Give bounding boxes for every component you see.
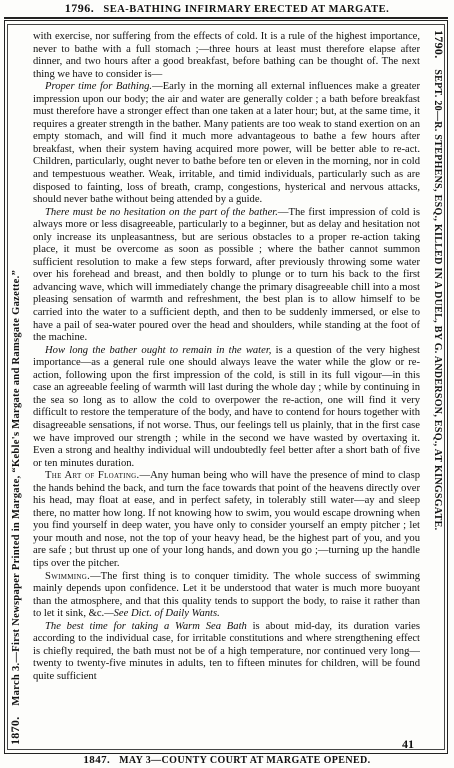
paragraph-exercise: with exercise, nor suffering from the effects of cold. It is a rule of the highest importance, never to bathe with a full stomach ;—three hours at least must therefore elapse after dinner, and two hours after a good breakfast, before bathing can be thought of. The next thing we have to consider is— [33,31,420,80]
text-proper-time: —Early in the morning all external influences make a greater impression upon our body; the air and water are generally colder ; a bath before breakfast must therefore have a stronger effect than one taken at a later hour; but, at the same time, it requires a greater strength in the bather. Many patients are too weak to stand exertion on an empty stomach, and will find it much more advantageous to bathe a few hours after breakfast, when their system having acquired more power, will be better able to re-act. Children, particularly, ought never to bathe before ten or eleven in the morning, nor in cold and tempestuous weather. Weak, irritable, and timid individuals, particularly such as are disposed to fainting, loss of breath, cramp, congestions, hysterical and nervous attacks, should never bathe without being attended by a guide. [33,81,420,206]
heading-warm-bath: The best time for taking a Warm Sea Bath [45,620,247,632]
heading-no-hesitation: There must be no hesitation on the part of the bather. [45,206,278,218]
text-how-long: is a question of the very highest importance—as a general rule one should always leave the water while the glow or re-action, following upon the first impression of the cold, is still in its full vigour—in this case an agreeable feeling of warmth will last during the whole day ; while by continuing in the sea so long as to allow the cold to overpower the re-action, one will find it very difficult to restore the temperature of the body, and have to contend for hours together with disagreeable sensations, if not worse. Thus, our feelings tell us plainly, that in the first case we have improved our strength ; while in the second we have wasted by overtaxing it. Even a strong and healthy individual will undoubtedly feel better after a short bath of five or ten minutes duration. [33,344,420,469]
running-head [0,1,454,16]
head-rule [4,17,448,19]
text-floating: —Any human being who will have the presence of mind to clasp the hands behind the back, and turn the face towards that point of the heavens directly over his head, may float at ease, and in perfect safety, in tolerably still water—ay and sleep there, no matter how long. If not knowing how to swim, you would escape drowning when you find yourself in deep water, you have only to consider yourself an empty pitcher ; let your mouth and nose, not the top of your heavy head, be the highest part of you, and you are safe ; but thrust up one of your long hands, and down you go ;—turning up the handle tips over the pitcher. [33,470,420,569]
running-head-year: 1796. [64,1,95,15]
heading-swimming: Swimming. [45,570,91,582]
side-note-left-year: 1870. [8,716,22,745]
paragraph-warm-bath [33,621,420,684]
paragraph-proper-time [33,81,420,206]
running-foot [0,754,454,766]
paragraph-swimming [33,571,420,621]
side-note-left [8,270,23,745]
side-note-right-text: SEPT. 20—R. STEPHENS, ESQ., KILLED IN A DUEL, BY G. ANDERSON, ESQ., AT KINGSGATE. [432,69,443,531]
text-swimming: —The first thing is to conquer timidity. The whole success of swimming mainly depends upon confidence. Let it be understood that water is much more buoyant than the atmosphere, and that this quality tends to support the body, to raise it rather than to let it sink, &c. [33,570,420,620]
heading-floating: The Art of Floating. [45,470,140,482]
side-note-left-text: March 3.—First Newspaper Printed in Margate, “Keble's Margate and Ramsgate Gazette.” [11,269,22,706]
paragraph-floating [33,470,420,570]
running-foot-text: MAY 3—COUNTY COURT AT MARGATE OPENED. [119,755,371,766]
running-foot-year: 1847. [83,754,111,766]
paragraph-no-hesitation [33,207,420,345]
text-no-hesitation: —The first impression of cold is always more or less disagreeable, particularly to a beginner, but as delay and hesitation not only increase its unpleasantness, but are serious obstacles to a proper re-action taking place, it must be overcome as soon as possible ; where the bather cannot summon sufficient resolution to make a few steps forward, after previously throwing some water over his forehead and breast, and then boldly to plunge or to turn his back to the first advancing wave, which will immediately change the primary disagreeable chill into a most pleasing sensation of warmth and refreshment, the best plan is to allow himself to be carried into the water to a sufficient depth, and then to be suddenly immersed, or else to have a pail of sea-water poured over the head and shoulders, while standing at the foot of the machine. [33,206,420,344]
page-number: 41 [402,737,414,751]
swimming-reference: —See Dict. of Daily Wants. [104,608,220,620]
running-head-title: SEA-BATHING INFIRMARY ERECTED AT MARGATE. [103,4,390,15]
heading-proper-time: Proper time for Bathing. [45,81,153,93]
body-text [33,31,420,743]
heading-how-long: How long the bather ought to remain in the water, [45,344,272,356]
text-warm-bath: is about mid-day, its duration varies according to the individual case, for irritable constitutions and where strengthening effect is chiefly required, the bath must not be of a high temperature, nor continued very long—twenty to twenty-five minutes in adults, ten to fifteen minutes for children, will be found quite sufficient [33,620,420,682]
paragraph-how-long [33,345,420,470]
side-note-right-year: 1790. [432,30,446,59]
side-note-right [431,30,446,530]
